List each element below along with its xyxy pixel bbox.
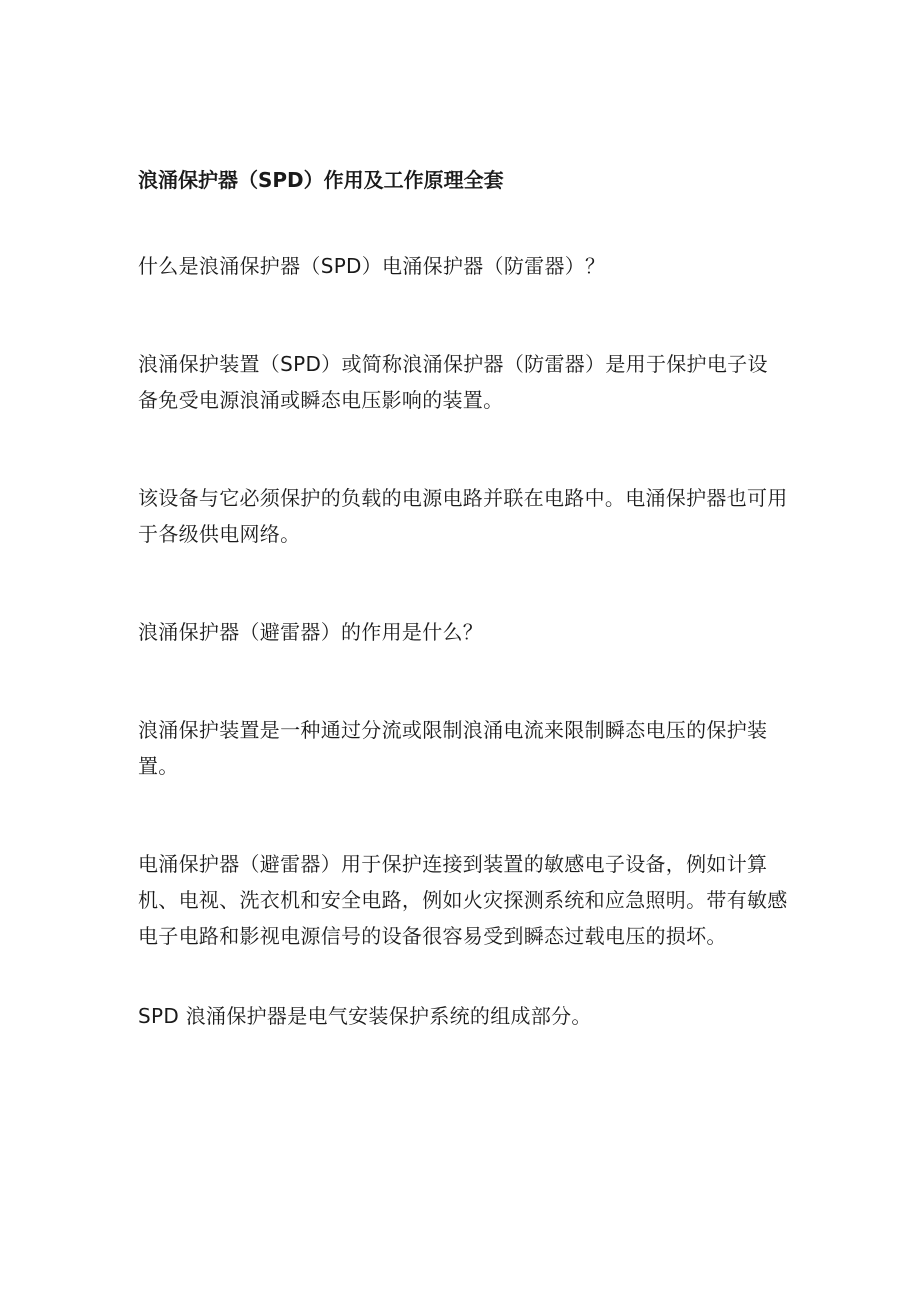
document-title: 浪涌保护器（SPD）作用及工作原理全套 — [138, 168, 504, 192]
paragraph-question-function: 浪涌保护器（避雷器）的作用是什么？ — [138, 620, 484, 644]
paragraph-system-component: SPD 浪涌保护器是电气安装保护系统的组成部分。 — [138, 1004, 592, 1028]
paragraph-question-what-is-spd: 什么是浪涌保护器（SPD）电涌保护器（防雷器）？ — [138, 254, 606, 278]
paragraph-applications: 电涌保护器（避雷器）用于保护连接到装置的敏感电子设备，例如计算机、电视、洗衣机和安全电路，例如火灾探测系统和应急照明。带有敏感电子电路和影视电源信号的设备很容易受到瞬态过载电压的损坏。 — [138, 852, 788, 948]
paragraph-parallel-connection: 该设备与它必须保护的负载的电源电路并联在电路中。电涌保护器也可用于各级供电网络。 — [138, 486, 788, 546]
paragraph-function-answer: 浪涌保护装置是一种通过分流或限制浪涌电流来限制瞬态电压的保护装置。 — [138, 718, 768, 778]
paragraph-definition: 浪涌保护装置（SPD）或简称浪涌保护器（防雷器）是用于保护电子设备免受电源浪涌或瞬态电压影响的装置。 — [138, 352, 768, 412]
document-body — [138, 162, 788, 1096]
